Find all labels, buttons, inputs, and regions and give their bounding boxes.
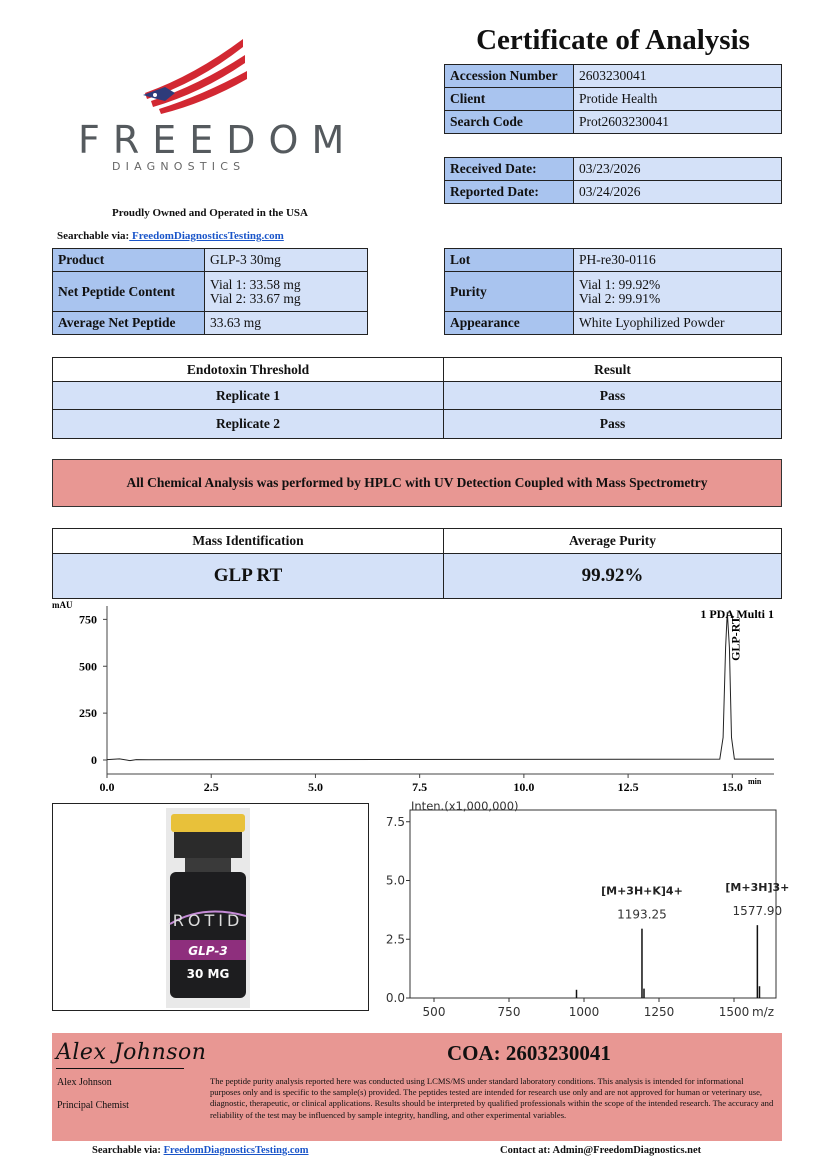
endotoxin-header: Endotoxin Threshold xyxy=(53,358,444,382)
hplc-x-tick-label: 15.0 xyxy=(721,780,743,794)
hplc-x-tick-label: 10.0 xyxy=(513,780,535,794)
appearance-label: Appearance xyxy=(445,312,574,335)
purity-vial1: Vial 1: 99.92% xyxy=(579,276,661,292)
ms-x-tick-label: 1500 xyxy=(718,1005,750,1019)
avg-purity-header: Average Purity xyxy=(444,529,782,554)
search-code-label: Search Code xyxy=(445,111,574,134)
ms-peak-label: 1193.25 xyxy=(617,907,667,922)
signature-line xyxy=(56,1068,184,1069)
mass-id-value: GLP RT xyxy=(53,554,444,599)
mass-id-header: Mass Identification xyxy=(53,529,444,554)
npc-vial2: Vial 2: 33.67 mg xyxy=(210,290,301,306)
hplc-chromatogram xyxy=(52,598,782,794)
avg-label: Average Net Peptide xyxy=(53,312,205,335)
chemist-role: Principal Chemist xyxy=(57,1100,129,1111)
hplc-legend: 1 PDA Multi 1 xyxy=(700,607,774,621)
hplc-x-tick-label: 12.5 xyxy=(617,780,639,794)
appearance-value: White Lyophilized Powder xyxy=(574,312,782,335)
client-label: Client xyxy=(445,88,574,111)
accession-value: 2603230041 xyxy=(574,65,782,88)
npc-vial1: Vial 1: 33.58 mg xyxy=(210,276,301,292)
logo-flag-icon xyxy=(135,35,250,115)
lot-label: Lot xyxy=(445,249,574,272)
logo-subtitle: DIAGNOSTICS xyxy=(112,160,246,173)
info-table xyxy=(444,64,782,134)
result-header: Result xyxy=(444,358,782,382)
replicate-name: Replicate 1 xyxy=(53,382,444,410)
lot-value: PH-re30-0116 xyxy=(574,249,782,272)
searchable-link[interactable]: FreedomDiagnosticsTesting.com xyxy=(129,230,284,242)
hplc-x-tick-label: 7.5 xyxy=(412,780,428,794)
ms-x-tick-label: 1000 xyxy=(568,1005,600,1019)
signature: Alex Johnson xyxy=(56,1040,207,1065)
bottom-searchable-link[interactable]: FreedomDiagnosticsTesting.com xyxy=(163,1145,309,1156)
reported-label: Reported Date: xyxy=(445,181,574,204)
purity-label: Purity xyxy=(445,272,574,312)
received-value: 03/23/2026 xyxy=(574,158,782,181)
ms-ion-label: [M+3H+K]4+ xyxy=(601,884,683,898)
bottom-searchable-label: Searchable via: xyxy=(92,1145,161,1156)
npc-label: Net Peptide Content xyxy=(53,272,205,312)
search-code-value: Prot2603230041 xyxy=(574,111,782,134)
disclaimer-text: The peptide purity analysis reported here was conducted using LCMS/MS under standard laboratory conditions. This analysis is intended for informational purposes only and is specific to the sample(s) provided. The peptides tested are intended for research use only and are not approved for human or veterinary use, diagnostic, therapeutic, or clinical applications. Results should be interpreted by qualified professionals within the scope of the intended research. The accuracy and reliability of the test may be influenced by sample integrity, handling, and other experimental variables. xyxy=(210,1076,774,1120)
searchable-label: Searchable via: xyxy=(57,230,130,242)
hplc-y-label: mAU xyxy=(52,600,73,610)
ms-x-label: m/z xyxy=(751,1005,774,1019)
method-banner: All Chemical Analysis was performed by HPLC with UV Detection Coupled with Mass Spectrometry xyxy=(52,459,782,507)
reported-value: 03/24/2026 xyxy=(574,181,782,204)
vial-brand: ROTID xyxy=(172,911,244,930)
received-label: Received Date: xyxy=(445,158,574,181)
product-table xyxy=(52,248,368,335)
hplc-y-tick-label: 0 xyxy=(91,753,97,767)
replicate-name: Replicate 2 xyxy=(53,410,444,439)
lot-table xyxy=(444,248,782,335)
ms-y-tick-label: 0.0 xyxy=(385,991,405,1005)
hplc-x-label: min xyxy=(748,777,762,786)
page-title: Certificate of Analysis xyxy=(476,24,750,56)
hplc-y-tick-label: 750 xyxy=(79,612,97,627)
ms-x-tick-label: 500 xyxy=(422,1005,446,1019)
logo-wordmark: FREEDOM xyxy=(78,118,358,162)
contact-email[interactable]: Contact at: Admin@FreedomDiagnostics.net xyxy=(500,1145,702,1156)
product-value: GLP-3 30mg xyxy=(205,249,368,272)
vial-dose: 30 MG xyxy=(186,967,230,981)
bottom-searchable xyxy=(92,1145,309,1156)
ms-y-tick-label: 2.5 xyxy=(385,932,405,947)
accession-label: Accession Number xyxy=(445,65,574,88)
mass-table xyxy=(52,528,782,599)
product-label: Product xyxy=(53,249,205,272)
hplc-trace xyxy=(107,612,774,761)
coa-number: COA: 2603230041 xyxy=(447,1041,611,1065)
ms-x-tick-label: 750 xyxy=(497,1005,521,1019)
searchable-top xyxy=(57,230,284,242)
ms-ion-label: [M+3H]3+ xyxy=(725,881,790,895)
hplc-y-tick-label: 250 xyxy=(79,706,97,721)
ms-y-tick-label: 5.0 xyxy=(385,873,405,888)
ms-peak-label: 1577.90 xyxy=(732,904,783,919)
replicate-result: Pass xyxy=(444,410,782,439)
hplc-x-tick-label: 2.5 xyxy=(203,780,219,794)
chemist-name: Alex Johnson xyxy=(57,1077,112,1088)
hplc-y-tick-label: 500 xyxy=(79,659,97,674)
hplc-x-tick-label: 0.0 xyxy=(99,780,115,794)
hplc-peak-label: GLP-RT xyxy=(728,616,743,661)
ms-y-tick-label: 7.5 xyxy=(385,814,405,829)
ms-plot-frame xyxy=(410,810,776,998)
avg-purity-value: 99.92% xyxy=(444,554,782,599)
ms-y-label: Inten.(x1,000,000) xyxy=(411,799,519,813)
client-value: Protide Health xyxy=(574,88,782,111)
vial-photo xyxy=(52,803,369,1011)
avg-value: 33.63 mg xyxy=(205,312,368,335)
mass-spectrum xyxy=(380,796,790,1028)
vial-image xyxy=(53,804,368,1010)
purity-vial2: Vial 2: 99.91% xyxy=(579,290,661,306)
replicate-result: Pass xyxy=(444,382,782,410)
ms-x-tick-label: 1250 xyxy=(643,1005,675,1019)
endotoxin-table xyxy=(52,357,782,439)
dates-table xyxy=(444,157,782,204)
hplc-x-tick-label: 5.0 xyxy=(307,780,323,794)
vial-name: GLP-3 xyxy=(188,944,228,958)
owned-text: Proudly Owned and Operated in the USA xyxy=(112,207,308,219)
